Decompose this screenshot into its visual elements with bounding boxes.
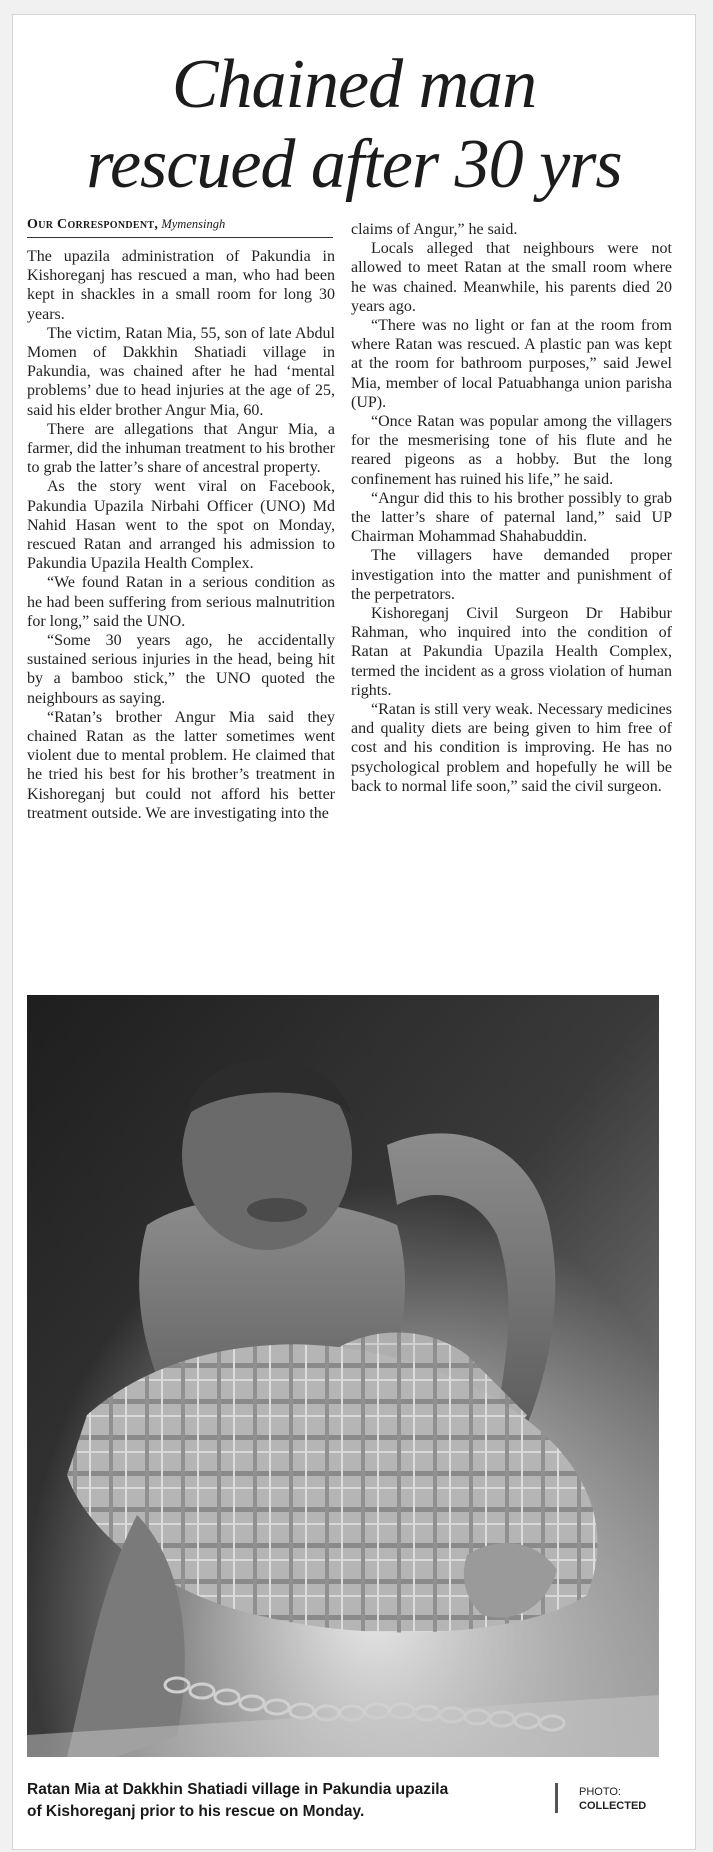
paragraph: “Some 30 years ago, he accidentally sustained serious injuries in the head, being hit by a bamboo stick,” the UNO quoted the neighbours as saying. (27, 632, 335, 707)
caption-line-1: Ratan Mia at Dakkhin Shatiadi village in Pakundia upazila (27, 1781, 449, 1798)
article-column-1 (27, 247, 335, 823)
byline-author: Our Correspondent, (27, 217, 159, 232)
paragraph: Kishoreganj Civil Surgeon Dr Habibur Rahman, who inquired into the condition of Ratan at Pakundia Upazila Health Complex, termed the incident as a gross violation of human rights. (351, 605, 672, 699)
byline-place: Mymensingh (161, 217, 226, 231)
paragraph: Locals alleged that neighbours were not allowed to meet Ratan at the small room where he was chained. Meanwhile, his parents died 20 years ago. (351, 240, 672, 315)
paragraph: The villagers have demanded proper investigation into the matter and punishment of the perpetrators. (351, 547, 672, 603)
photo-caption (27, 1779, 527, 1823)
newspaper-page (12, 14, 696, 1850)
news-photo (27, 995, 659, 1757)
byline (27, 216, 333, 238)
credit-divider (555, 1783, 558, 1813)
credit-label: PHOTO: (579, 1786, 621, 1798)
caption-line-2: of Kishoreganj prior to his rescue on Monday. (27, 1803, 365, 1820)
paragraph: The upazila administration of Pakundia in Kishoreganj has rescued a man, who had been kept in shackles in a small room for long 30 years. (27, 248, 335, 323)
paragraph: “Angur did this to his brother possibly to grab the latter’s share of paternal land,” said UP Chairman Mohammad Shahabuddin. (351, 489, 672, 546)
credit-source: COLLECTED (579, 1800, 647, 1812)
headline-line-2: rescued after 30 yrs (86, 126, 622, 203)
paragraph: “Ratan is still very weak. Necessary medicines and quality diets are being given to him free of cost and his condition is improving. He has no psychological problem and hopefully he will be back to normal life soon,” said the civil surgeon. (351, 701, 672, 795)
article-column-2 (351, 220, 672, 796)
paragraph: “There was no light or fan at the room from where Ratan was rescued. A plastic pan was kept at the room for bathroom purposes,” said Jewel Mia, member of local Patuabhanga union parisha (UP). (351, 317, 672, 411)
paragraph: The victim, Ratan Mia, 55, son of late Abdul Momen of Dakkhin Shatiadi village in Pakundia, was chained after he had ‘mental problems’ due to head injuries at the age of 25, said his elder brother Angur Mia, 60. (27, 324, 335, 419)
paragraph: There are allegations that Angur Mia, a farmer, did the inhuman treatment to his brother to grab the latter’s share of ancestral property. (27, 420, 335, 477)
photo-credit (579, 1785, 679, 1813)
photo-illustration (27, 995, 659, 1757)
headline (13, 45, 695, 205)
paragraph: “We found Ratan in a serious condition as he had been suffering from serious malnutrition for long,” said the UNO. (27, 574, 335, 630)
paragraph: “Once Ratan was popular among the villagers for the mesmerising tone of his flute and he reared pigeons as a hobby. But the long confinement has ruined his life,” he said. (351, 413, 672, 488)
paragraph: “Ratan’s brother Angur Mia said they chained Ratan as the latter sometimes went violent due to mental problem. He claimed that he tried his best for his brother’s treatment in Kishoreganj but could not afford his better treatment outside. We are investigating into the (27, 708, 335, 822)
paragraph: claims of Angur,” he said. (351, 221, 518, 238)
paragraph: As the story went viral on Facebook, Pakundia Upazila Nirbahi Officer (UNO) Md Nahid Hasan went to the spot on Monday, rescued Ratan and arranged his admission to Pakundia Upazila Health Complex. (27, 478, 335, 573)
headline-line-1: Chained man (171, 46, 537, 123)
